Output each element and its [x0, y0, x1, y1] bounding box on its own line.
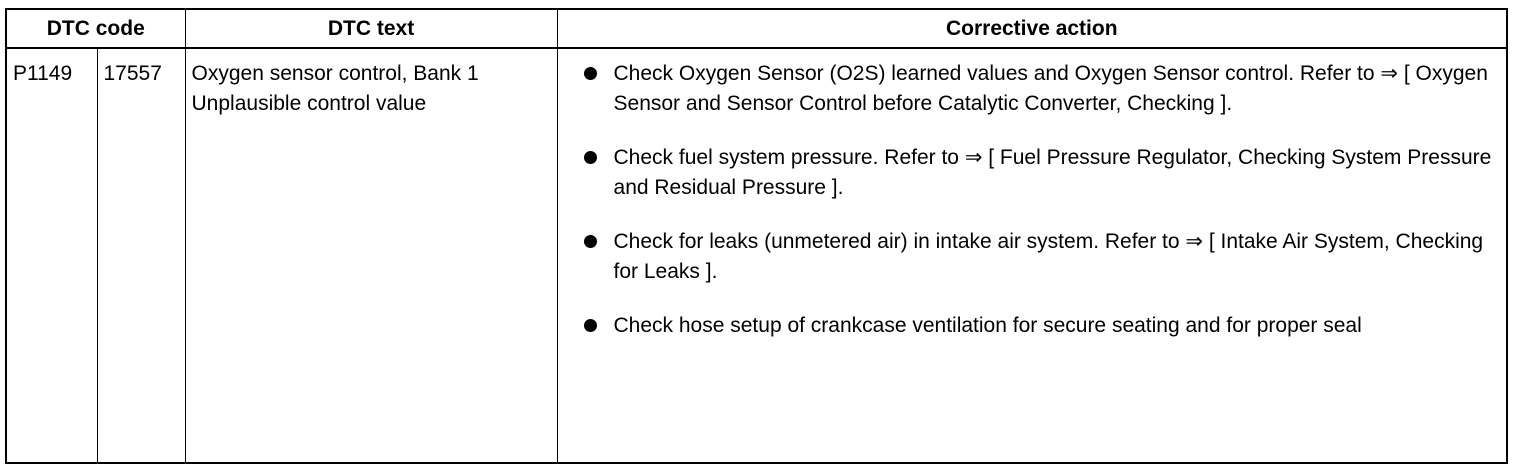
- bullet-icon: [584, 67, 597, 80]
- dtc-text-value: [186, 49, 557, 119]
- cell-corrective-action: [557, 48, 1507, 463]
- cell-code-num: [97, 48, 185, 463]
- header-dtc-text: DTC text: [185, 9, 557, 48]
- dtc-text-line-1: Oxygen sensor control, Bank 1: [191, 62, 479, 85]
- cell-dtc-text: [185, 48, 557, 463]
- list-item: [584, 59, 1499, 119]
- dtc-table: [5, 8, 1508, 464]
- list-item: [584, 143, 1499, 203]
- action-text: Check Oxygen Sensor (O2S) learned values and Oxygen Sensor control. Refer to ⇒ [ Oxygen Sensor and Sensor Control before Catalytic Converter, Checking ].: [613, 62, 1488, 115]
- header-dtc-code: DTC code: [6, 9, 185, 48]
- bullet-icon: [584, 319, 597, 332]
- list-item: [584, 311, 1499, 341]
- action-text: Check hose setup of crankcase ventilation for secure seating and for proper seal: [613, 314, 1362, 337]
- list-item: [584, 227, 1499, 287]
- header-row: [6, 9, 1507, 48]
- dtc-text-line-2: Unplausible control value: [191, 92, 427, 115]
- action-text: Check for leaks (unmetered air) in intake air system. Refer to ⇒ [ Intake Air System, Checking for Leaks ].: [613, 230, 1484, 283]
- cell-code-p: [6, 48, 97, 463]
- header-corrective-action: Corrective action: [557, 9, 1507, 48]
- code-p-value: P1149: [13, 62, 73, 85]
- bullet-icon: [584, 151, 597, 164]
- code-num-value: 17557: [103, 62, 162, 85]
- dtc-table-wrapper: [5, 8, 1508, 464]
- table-row: [6, 48, 1507, 463]
- bullet-icon: [584, 235, 597, 248]
- action-text: Check fuel system pressure. Refer to ⇒ [ Fuel Pressure Regulator, Checking System Pressure and Residual Pressure ].: [613, 146, 1492, 199]
- corrective-action-list: [584, 59, 1499, 341]
